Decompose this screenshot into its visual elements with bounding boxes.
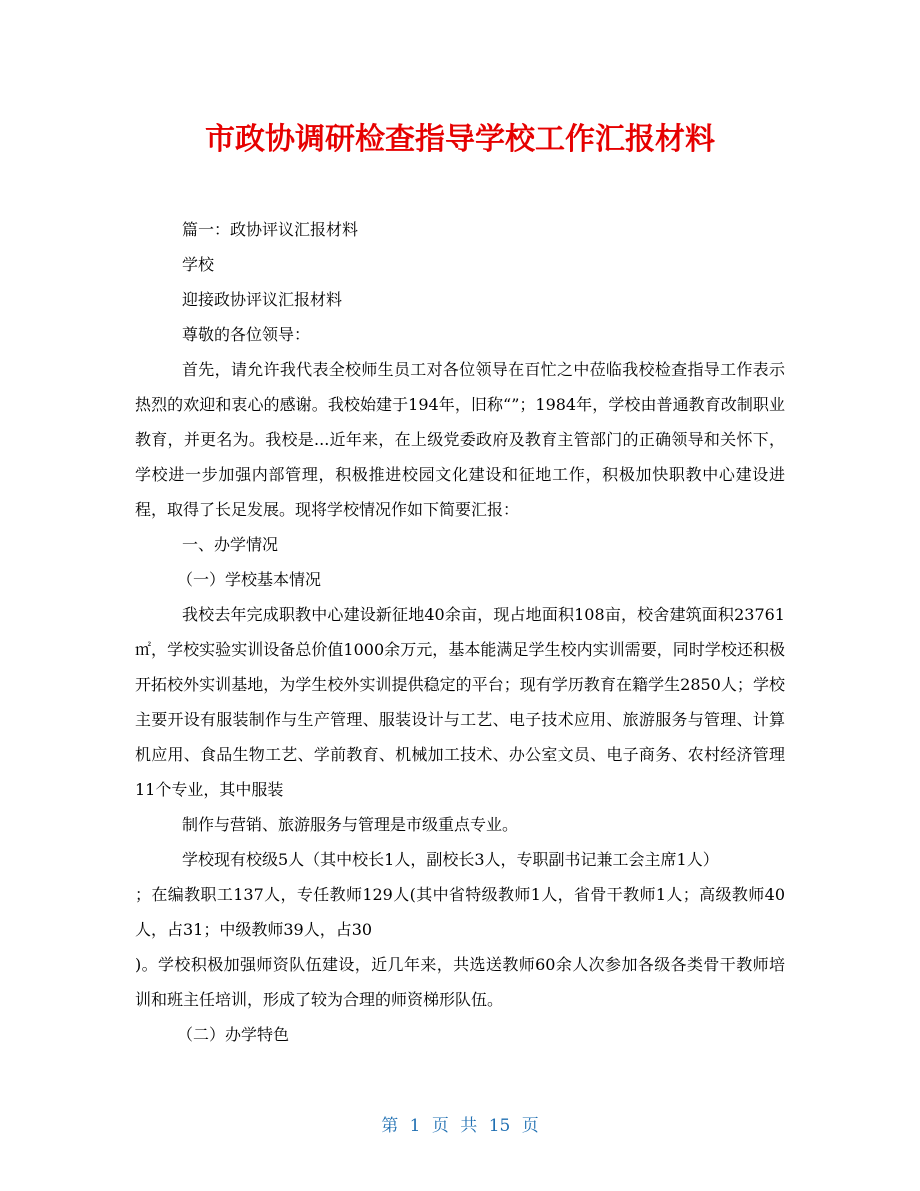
subsection-heading: （一）学校基本情况 <box>177 570 322 589</box>
paragraph: ；在编教职工137人，专任教师129人(其中省特级教师1人，省骨干教师1人；高级教师40人，占31；中级教师39人，占30 <box>135 885 785 939</box>
section-heading: 篇一：政协评议汇报材料 <box>182 220 359 239</box>
paragraph: 学校 <box>182 255 215 274</box>
paragraph: 学校现有校级5人（其中校长1人，副校长3人，专职副书记兼工会主席1人） <box>182 850 719 869</box>
salutation: 尊敬的各位领导： <box>182 325 311 344</box>
paragraph: 制作与营销、旅游服务与管理是市级重点专业。 <box>182 815 519 834</box>
paragraph: 我校去年完成职教中心建设新征地40余亩，现占地面积108亩，校舍建筑面积23761㎡，学校实验实训设备总价值1000余万元，基本能满足学生校内实训需要，同时学校还积极开拓校外实训基地，为学生校外实训提供稳定的平台；现有学历教育在籍学生2850人；学校主要开设有服装制作与生产管理、服装设计与工艺、电子技术应用、旅游服务与管理、计算机应用、食品生物工艺、学前教育、机械加工技术、办公室文员、电子商务、农村经济管理11个专业，其中服装 <box>135 605 785 799</box>
document-body <box>135 212 785 1052</box>
section-heading: 一、办学情况 <box>182 535 279 554</box>
paragraph: )。学校积极加强师资队伍建设，近几年来，共选送教师60余人次参加各级各类骨干教师培训和班主任培训，形成了较为合理的师资梯形队伍。 <box>135 955 785 1009</box>
paragraph: 迎接政协评议汇报材料 <box>182 290 343 309</box>
page-number-footer: 第 1 页 共 15 页 <box>381 1116 539 1136</box>
paragraph: 首先，请允许我代表全校师生员工对各位领导在百忙之中莅临我校检查指导工作表示热烈的欢迎和衷心的感谢。我校始建于194年，旧称“”；1984年，学校由普通教育改制职业教育，并更名为。我校是...近年来，在上级党委政府及教育主管部门的正确领导和关怀下，学校进一步加强内部管理，积极推进校园文化建设和征地工作，积极加快职教中心建设进程，取得了长足发展。现将学校情况作如下简要汇报： <box>135 360 785 519</box>
subsection-heading: （二）办学特色 <box>177 1025 290 1044</box>
document-title: 市政协调研检查指导学校工作汇报材料 <box>205 122 715 157</box>
